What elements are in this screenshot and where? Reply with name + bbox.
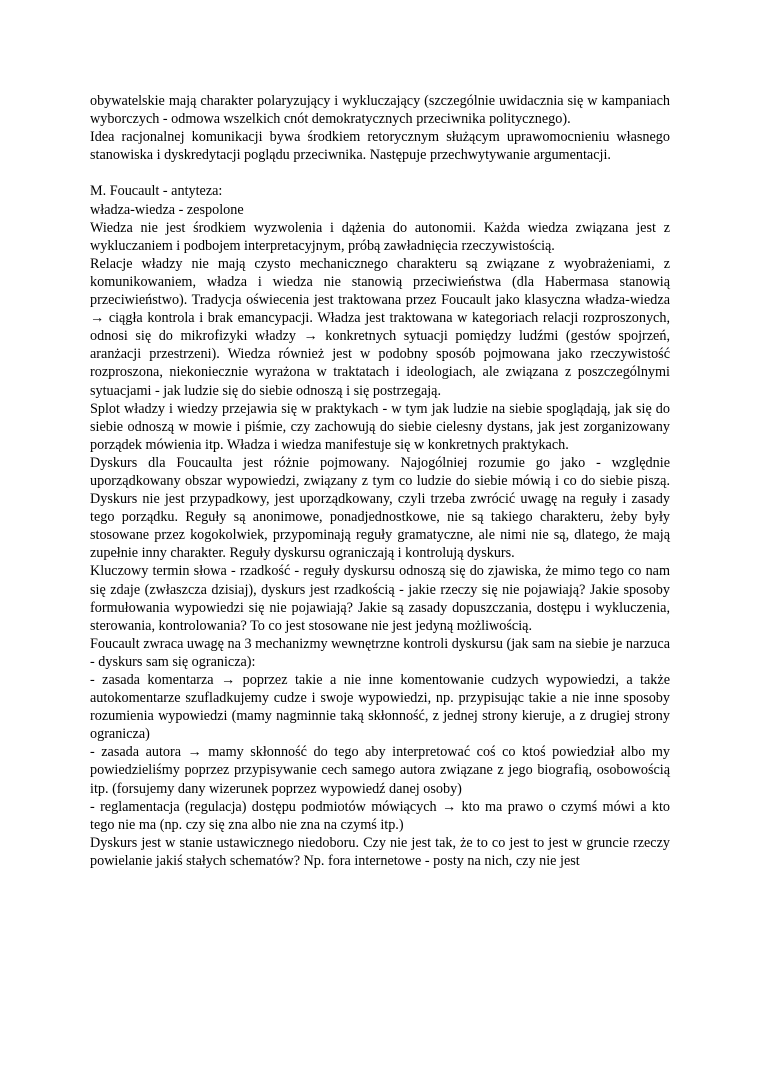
list-item-commentary: - zasada komentarza → poprzez takie a nie inne komentowanie cudzych wypowiedzi, a także autokomentarze szufladkujemy cudze i swoje wypowiedzi, np. przypisując takie a nie inne sposoby rozumienia wypowiedzi (mamy nagminnie taką skłonność, z jednej strony kieruje, a z drugiej strony ogranicza) xyxy=(90,672,670,743)
list-item-access-regulation: - reglamentacja (regulacja) dostępu podmiotów mówiących → kto ma prawo o czymś mówi a kto tego nie ma (np. czy się zna albo nie zna na czymś itp.) xyxy=(90,798,670,833)
blank-line xyxy=(90,164,670,182)
paragraph-discourse: Dyskurs dla Foucaulta jest różnie pojmowany. Najogólniej rozumie go jako - względnie uporządkowany obszar wypowiedzi, związany z tym co ludzie do siebie mówią i co do siebie piszą. Dyskurs nie jest przypadkowy, jest uporządkowany, czyli trzeba zwrócić uwagę na reguły i zasady tego porządku. Reguły są anonimowe, ponadjednostkowe, nie są takiego charakteru, żeby były stosowane przez kogokolwiek, przypominają reguły gramatyczne, ale nimi nie są, dlatego, że mają zupełnie inny charakter. Reguły dyskursu ograniczają i kontrolują dyskurs. xyxy=(90,454,670,562)
paragraph-knowledge: Wiedza nie jest środkiem wyzwolenia i dążenia do autonomii. Każda wiedza związana jest z wykluczaniem i podbojem interpretacyjnym, próbą zawładnięcia rzeczywistością. xyxy=(90,219,670,254)
paragraph-mechanisms-intro: Foucault zwraca uwagę na 3 mechanizmy wewnętrzne kontroli dyskursu (jak sam na siebie je narzuca - dyskurs sam się ogranicza): xyxy=(90,635,670,670)
paragraph-power-relations: Relacje władzy nie mają czysto mechanicznego charakteru są związane z wyobrażeniami, z komunikowaniem, władza i wiedza nie stanowią przeciwieństwa (dla Habermasa stanowią przeciwieństwo). Tradycja oświecenia jest traktowana przez Foucault jako klasyczna władza-wiedza → ciągła kontrola i brak emancypacji. Władza jest traktowana w kategoriach relacji rozproszonych, odnosi się do mikrofizyki władzy → konkretnych sytuacji pomiędzy ludźmi (gestów spojrzeń, aranżacji przestrzeni). Wiedza również jest w podobny sposób pojmowana jako rzeczywistość rozproszona, niekoniecznie wyrażona w traktatach i ideologiach, ale związana z poszczególnymi sytuacjami - jak ludzie się do siebie odnoszą i się postrzegają. xyxy=(90,255,670,399)
document-page xyxy=(90,92,670,870)
paragraph-rarity: Kluczowy termin słowa - rzadkość - reguły dyskursu odnoszą się do zjawiska, że mimo tego co nam się zdaje (zwłaszcza dzisiaj), dyskurs jest rzadkością - jakie rzeczy się nie pojawiają? Jakie sposoby formułowania wypowiedzi się nie pojawiają? Jakie są zasady dopuszczania, dostępu i wykluczenia, sterowania, kontrolowania? To co jest stosowane nie jest jedyną możliwością. xyxy=(90,563,670,634)
paragraph-practices: Splot władzy i wiedzy przejawia się w praktykach - w tym jak ludzie na siebie spoglądają, jak się do siebie odnoszą w mowie i piśmie, czy zachowują do siebie cielesny dystans, jak jest zorganizowany porządek mówienia itp. Władza i wiedza manifestuje się w konkretnych praktykach. xyxy=(90,400,670,453)
list-item-author: - zasada autora → mamy skłonność do tego aby interpretować coś co ktoś powiedział albo my powiedzieliśmy poprzez przypisywanie cech samego autora związane z jego biografią, osobowością itp. (forsujemy dany wizerunek poprzez wypowiedź danej osoby) xyxy=(90,744,670,797)
paragraph-rational-communication: Idea racjonalnej komunikacji bywa środkiem retorycznym służącym uprawomocnieniu własnego stanowiska i dyskredytacji poglądu przeciwnika. Następuje przechwytywanie argumentacji. xyxy=(90,129,670,164)
paragraph-polarization: obywatelskie mają charakter polaryzujący i wykluczający (szczególnie uwidacznia się w kampaniach wyborczych - odmowa wszelkich cnót demokratycznych przeciwnika politycznego). xyxy=(90,93,670,128)
paragraph-scarcity: Dyskurs jest w stanie ustawicznego niedoboru. Czy nie jest tak, że to co jest to jest w gruncie rzeczy powielanie jakiś stałych schematów? Np. fora internetowe - posty na nich, czy nie jest xyxy=(90,834,670,869)
section-heading-foucault: M. Foucault - antyteza: xyxy=(90,183,223,200)
subheading-power-knowledge: władza-wiedza - zespolone xyxy=(90,201,244,218)
